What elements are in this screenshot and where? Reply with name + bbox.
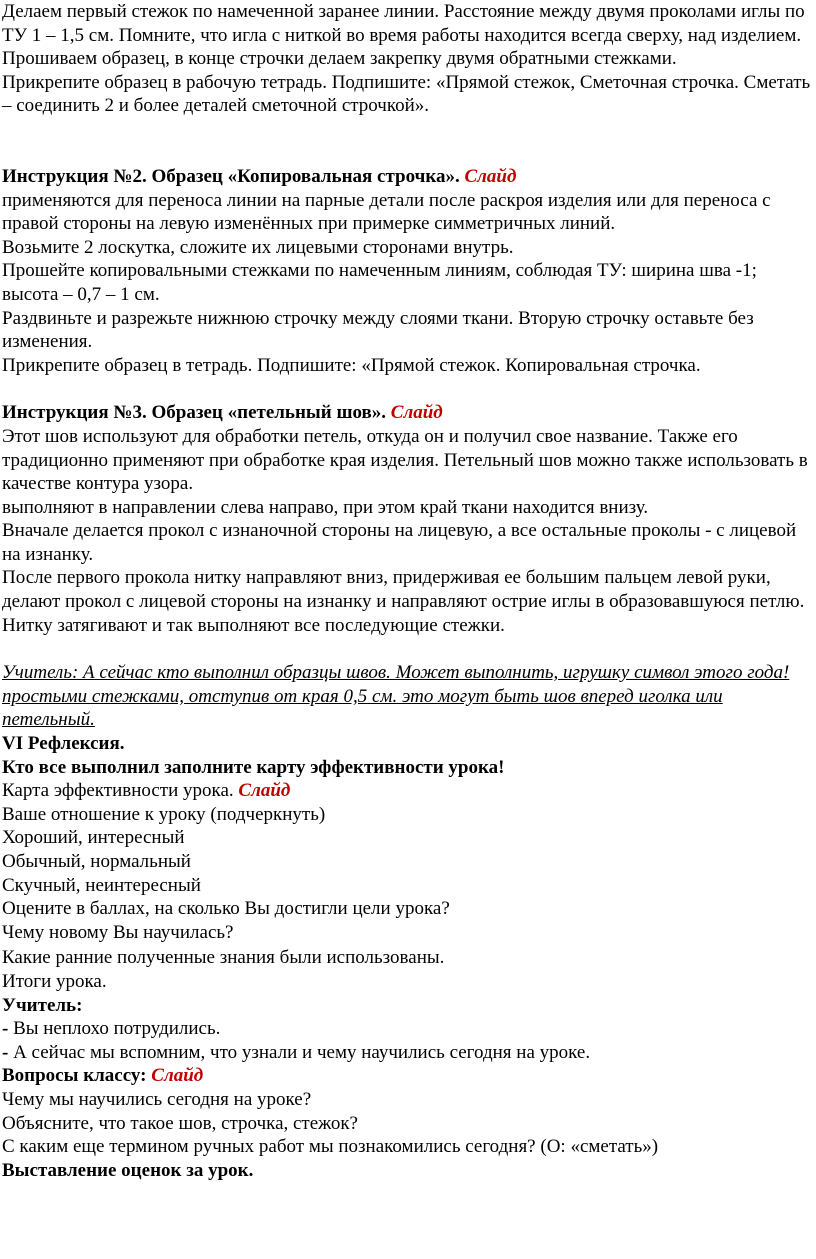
effectiveness-card-line xyxy=(2,779,814,803)
spacer xyxy=(2,637,814,661)
class-questions-label: Вопросы классу: xyxy=(2,1065,147,1087)
lesson-summary: Итоги урока. xyxy=(2,970,107,992)
attitude-question: Ваше отношение к уроку (подчеркнуть) xyxy=(2,803,326,825)
instruction-3-paragraph-1: Этот шов используют для обработки петель, откуда он и получил свое название. Также его традиционно применяют при обработке края изделия. Петельный шов можно также использовать в качестве контура узора. xyxy=(2,425,808,495)
reflection-question-2: Чему новому Вы научилась? xyxy=(2,921,234,943)
instruction-3-heading xyxy=(2,401,814,425)
teacher-label: Учитель: xyxy=(2,994,83,1016)
reflection-question-3: Какие ранние полученные знания были использованы. xyxy=(2,947,445,969)
instruction-3-paragraph-5: Нитку затягивают и так выполняют все последующие стежки. xyxy=(2,614,505,636)
attitude-option-3: Скучный, неинтересный xyxy=(2,874,201,896)
instruction-2-paragraph-5: Прикрепите образец в тетрадь. Подпишите: «Прямой стежок. Копировальная строчка. xyxy=(2,354,701,376)
class-questions-heading xyxy=(2,1064,814,1088)
teacher-line-2 xyxy=(2,1041,814,1065)
grading-line: Выставление оценок за урок. xyxy=(2,1159,254,1181)
teacher-line-1-text: Вы неплохо потрудились. xyxy=(8,1018,221,1040)
instruction-3-paragraph-2: выполняют в направлении слева направо, при этом край ткани находится внизу. xyxy=(2,496,649,518)
slide-link[interactable]: Слайд xyxy=(151,1065,204,1087)
instruction-2-paragraph-1: применяются для переноса линии на парные детали после раскроя изделия или для переноса с правой стороны на левую изменённых при примерке симметричных линий. xyxy=(2,189,771,235)
intro-paragraph-1: Делаем первый стежок по намеченной заранее линии. Расстояние между двумя проколами иглы по ТУ 1 – 1,5 см. Помните, что игла с ниткой во время работы находится всегда сверху, над изделием. xyxy=(2,1,805,46)
attitude-option-2: Обычный, нормальный xyxy=(2,851,191,872)
instruction-3-paragraph-4: После первого прокола нитку направляют вниз, придерживая ее большим пальцем левой руки, делают прокол с лицевой стороны на изнанку и направляют острие иглы в образовавшуюся петлю. xyxy=(2,567,805,613)
spacer xyxy=(2,377,814,401)
teacher-note: Учитель: А сейчас кто выполнил образцы швов. Может выполнить, игрушку символ этого года!простыми стежками, отступив от края 0,5 см. это могут быть шов вперед иголка или петельный. xyxy=(2,662,790,731)
spacer xyxy=(2,118,814,165)
intro-paragraph-2: Прошиваем образец, в конце строчки делаем закрепку двумя обратными стежками. xyxy=(2,48,677,70)
slide-link[interactable]: Слайд xyxy=(238,780,291,802)
effectiveness-card-label: Карта эффективности урока. xyxy=(2,780,234,802)
reflection-heading: VI Рефлексия. xyxy=(2,733,125,755)
slide-link[interactable]: Слайд xyxy=(390,402,443,424)
instruction-2-heading xyxy=(2,165,814,189)
intro-paragraph-3: Прикрепите образец в рабочую тетрадь. Подпишите: «Прямой стежок, Сметочная строчка. Сметать – соединить 2 и более деталей сметочной строчкой». xyxy=(2,71,811,117)
instruction-2-paragraph-2: Возьмите 2 лоскутка, сложите их лицевыми сторонами внутрь. xyxy=(2,236,514,258)
class-question-2: Объясните, что такое шов, строчка, стежок? xyxy=(2,1112,358,1134)
teacher-line-1 xyxy=(2,1017,814,1041)
instruction-2-paragraph-3: Прошейте копировальными стежками по намеченным линиям, соблюдая ТУ: ширина шва -1; высота – 0,7 – 1 см. xyxy=(2,260,757,305)
instruction-2-paragraph-4: Раздвиньте и разрежьте нижнюю строчку между слоями ткани. Вторую строчку оставьте без изменения. xyxy=(2,307,754,353)
class-question-3: С каким еще термином ручных работ мы познакомились сегодня? (О: «сметать») xyxy=(2,1136,659,1158)
instruction-3-paragraph-3: Вначале делается прокол с изнаночной стороны на лицевую, а все остальные проколы - с лицевой на изнанку. xyxy=(2,520,797,565)
attitude-option-1: Хороший, интересный xyxy=(2,827,185,849)
reflection-task: Кто все выполнил заполните карту эффективности урока! xyxy=(2,756,505,778)
teacher-line-2-text: А сейчас мы вспомним, что узнали и чему научились сегодня на уроке. xyxy=(8,1041,591,1063)
dash: - xyxy=(2,1018,9,1040)
reflection-question-1: Оцените в баллах, на сколько Вы достигли цели урока? xyxy=(2,898,450,920)
instruction-2-title: Инструкция №2. Образец «Копировальная строчка». xyxy=(2,165,460,187)
instruction-3-title: Инструкция №3. Образец «петельный шов». xyxy=(2,402,387,424)
document-page xyxy=(2,0,814,1182)
slide-link[interactable]: Слайд xyxy=(464,165,517,187)
dash: - xyxy=(2,1041,9,1063)
class-question-1: Чему мы научились сегодня на уроке? xyxy=(2,1088,312,1110)
